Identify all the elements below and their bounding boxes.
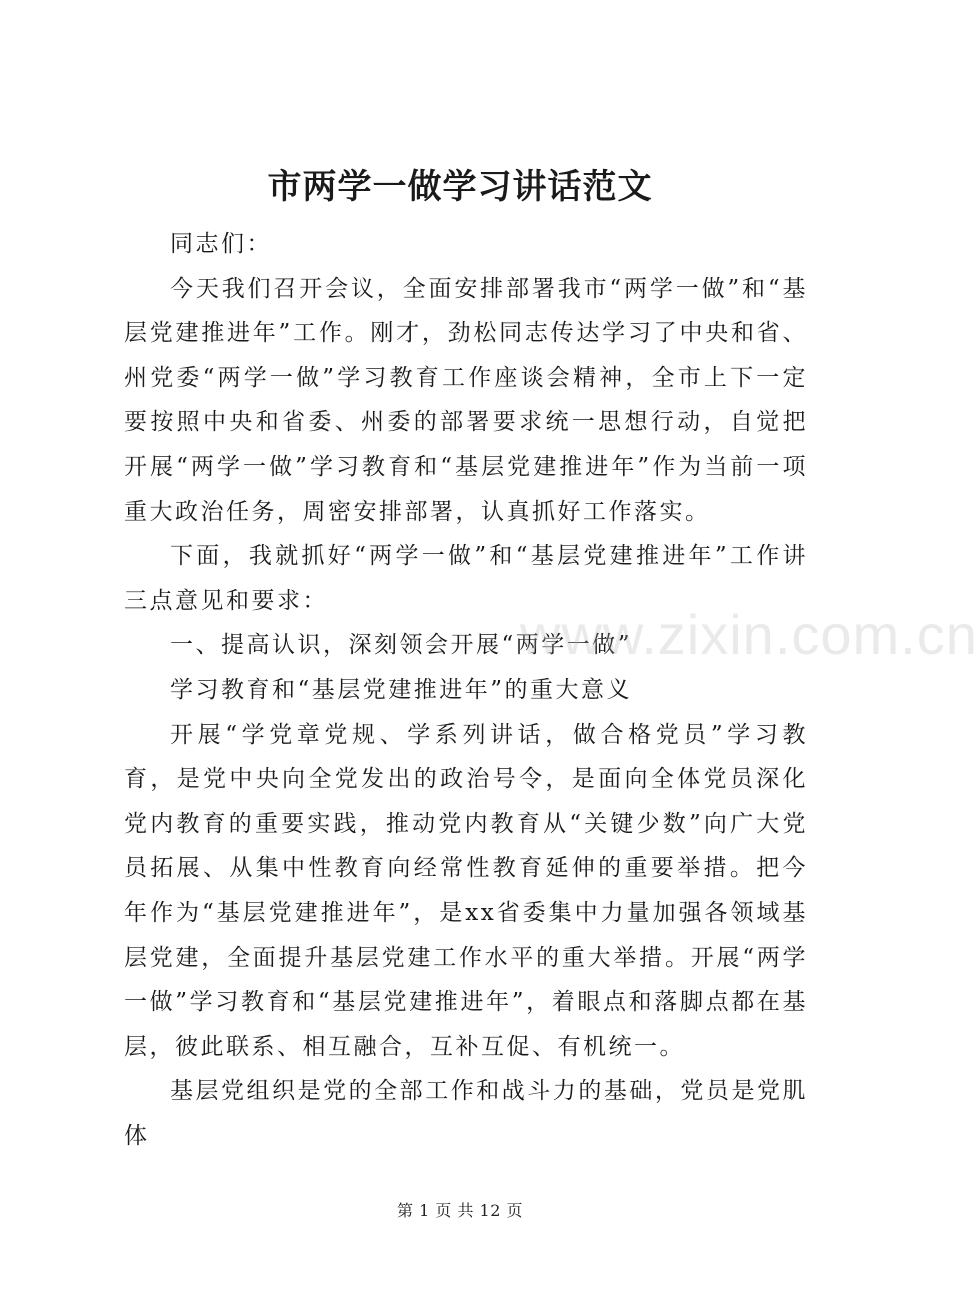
paragraph-outline: 下面，我就抓好“两学一做”和“基层党建推进年”工作讲三点意见和要求： xyxy=(124,543,808,614)
section-heading-line-1: 一、提高认识，深刻领会开展“两学一做” xyxy=(170,632,633,659)
site-watermark: www.zixin.com.cn xyxy=(520,603,978,666)
document-body xyxy=(124,222,808,1158)
paragraph-significance: 开展“学党章党规、学系列讲话，做合格党员”学习教育，是党中央向全党发出的政治号令，是面向全体党员深化党内教育的重要实践，推动党内教育从“关键少数”向广大党员拓展、从集中性教育向经常性教育延伸的重要举措。把今年作为“基层党建推进年”，是xx省委集中力量加强各领域基层党建，全面提升基层党建工作水平的重大举措。开展“两学一做”学习教育和“基层党建推进年”，着眼点和落脚点都在基层，彼此联系、相互融合，互补互促、有机统一。 xyxy=(124,721,808,1060)
document-title: 市两学一做学习讲话范文 xyxy=(267,167,653,207)
page-number-footer: 第 1 页 共 12 页 xyxy=(397,1201,523,1220)
paragraph-intro: 今天我们召开会议，全面安排部署我市“两学一做”和“基层党建推进年”工作。刚才，劲松同志传达学习了中央和省、州党委“两学一做”学习教育工作座谈会精神，全市上下一定要按照中央和省委、州委的部署要求统一思想行动，自觉把开展“两学一做”学习教育和“基层党建推进年”作为当前一项重大政治任务，周密安排部署，认真抓好工作落实。 xyxy=(124,275,808,525)
section-heading-line-2: 学习教育和“基层党建推进年”的重大意义 xyxy=(170,676,633,703)
paragraph-foundation: 基层党组织是党的全部工作和战斗力的基础，党员是党肌体 xyxy=(124,1078,808,1149)
paragraph-salutation: 同志们： xyxy=(170,231,272,257)
